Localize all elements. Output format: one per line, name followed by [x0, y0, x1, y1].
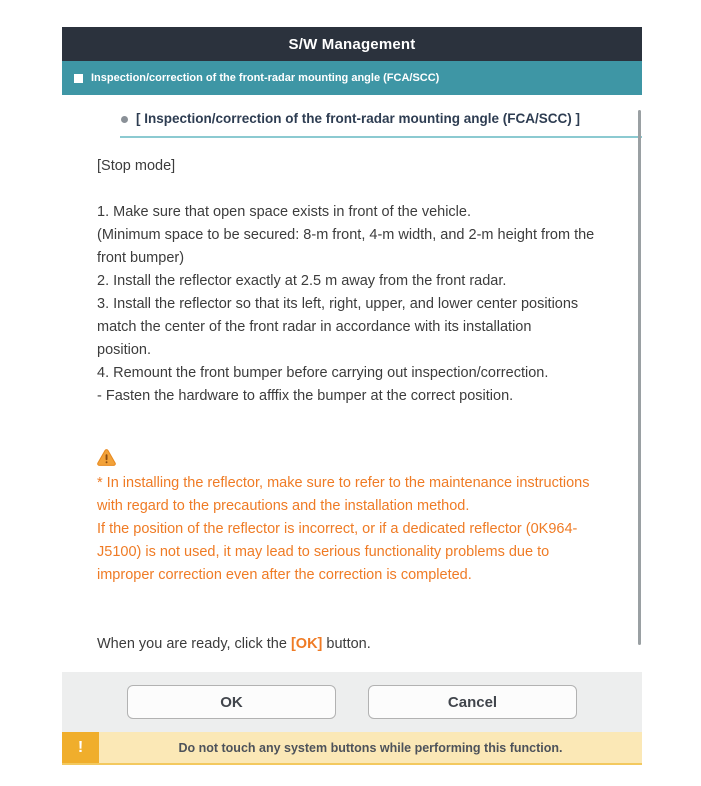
- ready-prompt-ok-highlight: [OK]: [290, 636, 323, 652]
- instruction-panel: [62, 95, 642, 672]
- instruction-line: position.: [97, 342, 152, 358]
- warning-line: If the position of the reflector is incorrect, or if a dedicated reflector (0K964-: [97, 521, 578, 537]
- dialog-title: S/W Management: [288, 35, 416, 53]
- section-title-underline: [120, 136, 642, 138]
- instruction-line: 4. Remount the front bumper before carrying out inspection/correction.: [97, 365, 549, 381]
- scrollbar[interactable]: [638, 110, 641, 645]
- instruction-line: (Minimum space to be secured: 8-m front, 4-m width, and 2-m height from the: [97, 227, 595, 243]
- cancel-button[interactable]: Cancel: [368, 685, 577, 719]
- caution-notice-text: Do not touch any system buttons while performing this function.: [99, 732, 642, 763]
- instruction-line: 2. Install the reflector exactly at 2.5 m away from the front radar.: [97, 273, 507, 289]
- section-title: [ Inspection/correction of the front-radar mounting angle (FCA/SCC) ]: [136, 111, 580, 126]
- function-breadcrumb-bar: [62, 61, 642, 95]
- caution-notice-bar: [62, 732, 642, 765]
- dialog-button-bar: [62, 672, 642, 732]
- instruction-line: 3. Install the reflector so that its left, right, upper, and lower center positions: [97, 296, 579, 312]
- warning-line: J5100) is not used, it may lead to serious functionality problems due to: [97, 544, 550, 560]
- exclamation-icon: !: [62, 732, 99, 763]
- ready-prompt-suffix: button.: [322, 636, 371, 652]
- warning-line: with regard to the precautions and the installation method.: [97, 498, 470, 514]
- instruction-line: match the center of the front radar in accordance with its installation: [97, 319, 532, 335]
- instruction-line: front bumper): [97, 250, 185, 266]
- instruction-line: 1. Make sure that open space exists in front of the vehicle.: [97, 204, 471, 220]
- warning-line: * In installing the reflector, make sure to refer to the maintenance instructions: [97, 475, 590, 491]
- function-breadcrumb-label: Inspection/correction of the front-radar mounting angle (FCA/SCC): [91, 72, 440, 84]
- warning-triangle-icon: [97, 449, 602, 466]
- ok-button[interactable]: OK: [127, 685, 336, 719]
- ready-prompt: [97, 633, 602, 656]
- instruction-line: [97, 178, 602, 201]
- sw-management-dialog: [62, 27, 642, 765]
- instruction-line: - Fasten the hardware to afffix the bumper at the correct position.: [97, 388, 514, 404]
- instruction-text: [97, 155, 602, 408]
- section-title-row: [97, 109, 602, 129]
- warning-text: [97, 472, 602, 587]
- ready-prompt-prefix: When you are ready, click the: [97, 636, 291, 652]
- warning-block: [97, 449, 602, 587]
- dot-bullet-icon: [121, 116, 128, 123]
- square-bullet-icon: [74, 74, 83, 83]
- dialog-title-bar: [62, 27, 642, 61]
- instruction-line: [Stop mode]: [97, 158, 176, 174]
- warning-line: improper correction even after the correction is completed.: [97, 567, 472, 583]
